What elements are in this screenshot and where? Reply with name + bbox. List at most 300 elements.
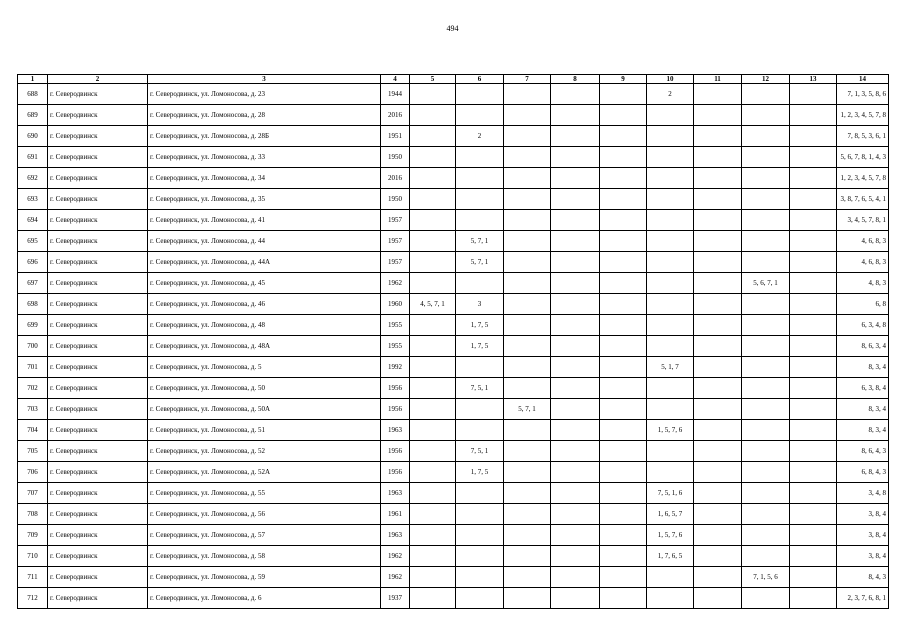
table-cell-col-4: 1955 bbox=[381, 315, 410, 336]
table-cell-col-5 bbox=[410, 168, 456, 189]
table-cell-col-14: 3, 8, 4 bbox=[837, 504, 889, 525]
table-cell-col-5 bbox=[410, 336, 456, 357]
table-cell-col-6 bbox=[456, 588, 504, 609]
table-cell-col-4: 2016 bbox=[381, 168, 410, 189]
table-cell-col-12 bbox=[742, 357, 790, 378]
table-cell-col-11 bbox=[694, 105, 742, 126]
table-cell-col-5 bbox=[410, 504, 456, 525]
table-row bbox=[18, 420, 889, 441]
table-row bbox=[18, 483, 889, 504]
table-cell-col-9 bbox=[600, 147, 647, 168]
table-cell-col-4: 2016 bbox=[381, 105, 410, 126]
table-cell-col-3: г. Северодвинск, ул. Ломоносова, д. 56 bbox=[148, 504, 381, 525]
table-cell-col-12 bbox=[742, 210, 790, 231]
table-cell-col-14: 3, 8, 7, 6, 5, 4, 1 bbox=[837, 189, 889, 210]
table-cell-col-4: 1944 bbox=[381, 84, 410, 105]
table-cell-col-7 bbox=[504, 525, 551, 546]
table-cell-col-13 bbox=[790, 126, 837, 147]
table-cell-col-4: 1992 bbox=[381, 357, 410, 378]
table-cell-col-3: г. Северодвинск, ул. Ломоносова, д. 52 bbox=[148, 441, 381, 462]
table-cell-col-9 bbox=[600, 420, 647, 441]
table-cell-col-10 bbox=[647, 441, 694, 462]
table-cell-col-13 bbox=[790, 84, 837, 105]
table-cell-col-9 bbox=[600, 546, 647, 567]
table-cell-col-8 bbox=[551, 462, 600, 483]
table-cell-col-5 bbox=[410, 210, 456, 231]
table-cell-col-11 bbox=[694, 273, 742, 294]
table-cell-col-8 bbox=[551, 105, 600, 126]
table-cell-col-14: 4, 6, 8, 3 bbox=[837, 252, 889, 273]
table-cell-col-11 bbox=[694, 399, 742, 420]
table-cell-col-10: 1, 7, 6, 5 bbox=[647, 546, 694, 567]
table-cell-col-10 bbox=[647, 147, 694, 168]
table-cell-col-12 bbox=[742, 420, 790, 441]
table-cell-col-5 bbox=[410, 357, 456, 378]
table-cell-col-2: г. Северодвинск bbox=[48, 420, 148, 441]
table-cell-col-3: г. Северодвинск, ул. Ломоносова, д. 34 bbox=[148, 168, 381, 189]
table-cell-col-2: г. Северодвинск bbox=[48, 546, 148, 567]
table-cell-col-9 bbox=[600, 525, 647, 546]
table-cell-col-2: г. Северодвинск bbox=[48, 168, 148, 189]
table-cell-col-13 bbox=[790, 294, 837, 315]
table-cell-col-10: 1, 5, 7, 6 bbox=[647, 420, 694, 441]
table-cell-col-1: 688 bbox=[18, 84, 48, 105]
table-cell-col-5 bbox=[410, 273, 456, 294]
table-cell-col-5 bbox=[410, 420, 456, 441]
table-cell-col-11 bbox=[694, 189, 742, 210]
table-cell-col-6: 5, 7, 1 bbox=[456, 231, 504, 252]
column-header-5: 5 bbox=[410, 75, 456, 84]
table-cell-col-5: 4, 5, 7, 1 bbox=[410, 294, 456, 315]
table-cell-col-14: 6, 3, 4, 8 bbox=[837, 315, 889, 336]
table-cell-col-3: г. Северодвинск, ул. Ломоносова, д. 45 bbox=[148, 273, 381, 294]
table-cell-col-14: 6, 8, 4, 3 bbox=[837, 462, 889, 483]
table-cell-col-11 bbox=[694, 252, 742, 273]
table-cell-col-12 bbox=[742, 462, 790, 483]
table-row bbox=[18, 231, 889, 252]
table-cell-col-14: 8, 6, 3, 4 bbox=[837, 336, 889, 357]
table-cell-col-8 bbox=[551, 567, 600, 588]
table-cell-col-8 bbox=[551, 252, 600, 273]
table-cell-col-5 bbox=[410, 441, 456, 462]
table-cell-col-11 bbox=[694, 504, 742, 525]
table-cell-col-14: 3, 4, 8 bbox=[837, 483, 889, 504]
table-cell-col-12 bbox=[742, 399, 790, 420]
table-cell-col-1: 701 bbox=[18, 357, 48, 378]
table-cell-col-4: 1957 bbox=[381, 231, 410, 252]
table-cell-col-12 bbox=[742, 504, 790, 525]
table-cell-col-2: г. Северодвинск bbox=[48, 147, 148, 168]
table-cell-col-12 bbox=[742, 336, 790, 357]
table-cell-col-9 bbox=[600, 168, 647, 189]
column-header-7: 7 bbox=[504, 75, 551, 84]
table-cell-col-8 bbox=[551, 168, 600, 189]
table-cell-col-6 bbox=[456, 210, 504, 231]
table-cell-col-7 bbox=[504, 567, 551, 588]
table-cell-col-9 bbox=[600, 294, 647, 315]
table-cell-col-8 bbox=[551, 546, 600, 567]
table-cell-col-7 bbox=[504, 336, 551, 357]
table-cell-col-1: 708 bbox=[18, 504, 48, 525]
table-cell-col-8 bbox=[551, 273, 600, 294]
table-cell-col-10: 7, 5, 1, 6 bbox=[647, 483, 694, 504]
table-cell-col-11 bbox=[694, 567, 742, 588]
table-cell-col-7: 5, 7, 1 bbox=[504, 399, 551, 420]
table-cell-col-4: 1956 bbox=[381, 378, 410, 399]
table-cell-col-9 bbox=[600, 378, 647, 399]
table-cell-col-13 bbox=[790, 231, 837, 252]
table-cell-col-1: 704 bbox=[18, 420, 48, 441]
table-row bbox=[18, 147, 889, 168]
table-cell-col-13 bbox=[790, 483, 837, 504]
table-cell-col-6: 3 bbox=[456, 294, 504, 315]
table-cell-col-12 bbox=[742, 84, 790, 105]
table-cell-col-13 bbox=[790, 273, 837, 294]
table-cell-col-3: г. Северодвинск, ул. Ломоносова, д. 41 bbox=[148, 210, 381, 231]
table-cell-col-10 bbox=[647, 273, 694, 294]
table-cell-col-11 bbox=[694, 588, 742, 609]
table-cell-col-5 bbox=[410, 546, 456, 567]
table-cell-col-12 bbox=[742, 189, 790, 210]
table-cell-col-14: 4, 6, 8, 3 bbox=[837, 231, 889, 252]
table-cell-col-8 bbox=[551, 525, 600, 546]
table-cell-col-13 bbox=[790, 546, 837, 567]
table-cell-col-9 bbox=[600, 231, 647, 252]
table-cell-col-1: 706 bbox=[18, 462, 48, 483]
table-cell-col-13 bbox=[790, 588, 837, 609]
table-cell-col-3: г. Северодвинск, ул. Ломоносова, д. 28Б bbox=[148, 126, 381, 147]
table-cell-col-9 bbox=[600, 441, 647, 462]
table-cell-col-13 bbox=[790, 525, 837, 546]
table-cell-col-6: 7, 5, 1 bbox=[456, 378, 504, 399]
table-cell-col-4: 1937 bbox=[381, 588, 410, 609]
table-cell-col-13 bbox=[790, 147, 837, 168]
table-cell-col-2: г. Северодвинск bbox=[48, 105, 148, 126]
table-cell-col-4: 1955 bbox=[381, 336, 410, 357]
table-cell-col-2: г. Северодвинск bbox=[48, 462, 148, 483]
table-cell-col-1: 690 bbox=[18, 126, 48, 147]
table-cell-col-14: 5, 6, 7, 8, 1, 4, 3 bbox=[837, 147, 889, 168]
table-cell-col-7 bbox=[504, 420, 551, 441]
table-cell-col-7 bbox=[504, 126, 551, 147]
column-header-9: 9 bbox=[600, 75, 647, 84]
table-cell-col-8 bbox=[551, 126, 600, 147]
table-row bbox=[18, 252, 889, 273]
table-cell-col-14: 8, 3, 4 bbox=[837, 420, 889, 441]
table-cell-col-2: г. Северодвинск bbox=[48, 378, 148, 399]
table-cell-col-8 bbox=[551, 315, 600, 336]
table-cell-col-4: 1957 bbox=[381, 252, 410, 273]
table-cell-col-7 bbox=[504, 231, 551, 252]
table-cell-col-3: г. Северодвинск, ул. Ломоносова, д. 51 bbox=[148, 420, 381, 441]
table-cell-col-6: 1, 7, 5 bbox=[456, 462, 504, 483]
table-cell-col-2: г. Северодвинск bbox=[48, 252, 148, 273]
table-cell-col-8 bbox=[551, 336, 600, 357]
table-cell-col-4: 1961 bbox=[381, 504, 410, 525]
table-cell-col-7 bbox=[504, 483, 551, 504]
table-cell-col-1: 692 bbox=[18, 168, 48, 189]
table-cell-col-13 bbox=[790, 567, 837, 588]
table-cell-col-13 bbox=[790, 399, 837, 420]
table-cell-col-3: г. Северодвинск, ул. Ломоносова, д. 48 bbox=[148, 315, 381, 336]
table-cell-col-8 bbox=[551, 504, 600, 525]
table-cell-col-10 bbox=[647, 567, 694, 588]
table-cell-col-12 bbox=[742, 231, 790, 252]
page-number: 494 bbox=[446, 24, 459, 33]
table-cell-col-9 bbox=[600, 504, 647, 525]
table-cell-col-10: 1, 6, 5, 7 bbox=[647, 504, 694, 525]
table-cell-col-5 bbox=[410, 315, 456, 336]
table-cell-col-12 bbox=[742, 525, 790, 546]
table-cell-col-5 bbox=[410, 462, 456, 483]
table-cell-col-11 bbox=[694, 168, 742, 189]
table-cell-col-10 bbox=[647, 105, 694, 126]
table-cell-col-2: г. Северодвинск bbox=[48, 189, 148, 210]
table-cell-col-10 bbox=[647, 126, 694, 147]
table-cell-col-13 bbox=[790, 441, 837, 462]
table-cell-col-10 bbox=[647, 378, 694, 399]
table-cell-col-14: 2, 3, 7, 6, 8, 1 bbox=[837, 588, 889, 609]
table-cell-col-10 bbox=[647, 462, 694, 483]
table-cell-col-6: 5, 7, 1 bbox=[456, 252, 504, 273]
table-cell-col-7 bbox=[504, 504, 551, 525]
column-header-2: 2 bbox=[48, 75, 148, 84]
table-cell-col-14: 3, 8, 4 bbox=[837, 525, 889, 546]
table-cell-col-13 bbox=[790, 420, 837, 441]
table-cell-col-7 bbox=[504, 210, 551, 231]
table-cell-col-2: г. Северодвинск bbox=[48, 84, 148, 105]
table-cell-col-5 bbox=[410, 483, 456, 504]
table-cell-col-9 bbox=[600, 462, 647, 483]
table-cell-col-2: г. Северодвинск bbox=[48, 525, 148, 546]
table-cell-col-6: 1, 7, 5 bbox=[456, 336, 504, 357]
table-cell-col-8 bbox=[551, 378, 600, 399]
column-header-3: 3 bbox=[148, 75, 381, 84]
table-cell-col-1: 691 bbox=[18, 147, 48, 168]
table-cell-col-11 bbox=[694, 147, 742, 168]
table-cell-col-3: г. Северодвинск, ул. Ломоносова, д. 46 bbox=[148, 294, 381, 315]
column-header-10: 10 bbox=[647, 75, 694, 84]
table-cell-col-2: г. Северодвинск bbox=[48, 588, 148, 609]
table-row bbox=[18, 441, 889, 462]
table-cell-col-2: г. Северодвинск bbox=[48, 357, 148, 378]
table-cell-col-11 bbox=[694, 84, 742, 105]
column-header-4: 4 bbox=[381, 75, 410, 84]
table-cell-col-11 bbox=[694, 420, 742, 441]
table-cell-col-6 bbox=[456, 168, 504, 189]
table-cell-col-4: 1962 bbox=[381, 546, 410, 567]
table-cell-col-3: г. Северодвинск, ул. Ломоносова, д. 6 bbox=[148, 588, 381, 609]
table-cell-col-8 bbox=[551, 84, 600, 105]
column-header-12: 12 bbox=[742, 75, 790, 84]
table-cell-col-12 bbox=[742, 294, 790, 315]
table-cell-col-10 bbox=[647, 231, 694, 252]
table-cell-col-6 bbox=[456, 567, 504, 588]
table-cell-col-3: г. Северодвинск, ул. Ломоносова, д. 50А bbox=[148, 399, 381, 420]
table-cell-col-7 bbox=[504, 189, 551, 210]
table-cell-col-10 bbox=[647, 189, 694, 210]
table-cell-col-6 bbox=[456, 483, 504, 504]
table-cell-col-7 bbox=[504, 168, 551, 189]
table-cell-col-9 bbox=[600, 315, 647, 336]
table-cell-col-2: г. Северодвинск bbox=[48, 126, 148, 147]
table-cell-col-7 bbox=[504, 441, 551, 462]
table-cell-col-4: 1962 bbox=[381, 273, 410, 294]
table-cell-col-4: 1960 bbox=[381, 294, 410, 315]
table-cell-col-4: 1956 bbox=[381, 462, 410, 483]
table-cell-col-5 bbox=[410, 588, 456, 609]
table-cell-col-14: 1, 2, 3, 4, 5, 7, 8 bbox=[837, 168, 889, 189]
table-cell-col-1: 694 bbox=[18, 210, 48, 231]
table-cell-col-4: 1963 bbox=[381, 420, 410, 441]
table-cell-col-5 bbox=[410, 147, 456, 168]
table-cell-col-4: 1963 bbox=[381, 483, 410, 504]
table-cell-col-14: 3, 4, 5, 7, 8, 1 bbox=[837, 210, 889, 231]
table-cell-col-14: 8, 4, 3 bbox=[837, 567, 889, 588]
table-cell-col-10 bbox=[647, 399, 694, 420]
table-cell-col-10 bbox=[647, 168, 694, 189]
column-header-8: 8 bbox=[551, 75, 600, 84]
table-cell-col-12 bbox=[742, 252, 790, 273]
table-cell-col-3: г. Северодвинск, ул. Ломоносова, д. 52А bbox=[148, 462, 381, 483]
table-cell-col-6 bbox=[456, 105, 504, 126]
table-cell-col-7 bbox=[504, 147, 551, 168]
table-cell-col-11 bbox=[694, 462, 742, 483]
table-cell-col-8 bbox=[551, 210, 600, 231]
table-cell-col-14: 8, 3, 4 bbox=[837, 357, 889, 378]
table-cell-col-5 bbox=[410, 126, 456, 147]
table-cell-col-9 bbox=[600, 336, 647, 357]
table-cell-col-6 bbox=[456, 525, 504, 546]
column-header-13: 13 bbox=[790, 75, 837, 84]
table-row bbox=[18, 294, 889, 315]
table-cell-col-12 bbox=[742, 105, 790, 126]
table-cell-col-14: 8, 3, 4 bbox=[837, 399, 889, 420]
table-cell-col-10 bbox=[647, 252, 694, 273]
table-cell-col-6 bbox=[456, 147, 504, 168]
table-cell-col-8 bbox=[551, 483, 600, 504]
table-cell-col-12 bbox=[742, 483, 790, 504]
table-cell-col-4: 1951 bbox=[381, 126, 410, 147]
table-cell-col-4: 1956 bbox=[381, 399, 410, 420]
table-header-row bbox=[18, 75, 889, 84]
table-cell-col-9 bbox=[600, 357, 647, 378]
table-cell-col-5 bbox=[410, 105, 456, 126]
table-cell-col-12: 5, 6, 7, 1 bbox=[742, 273, 790, 294]
table-cell-col-2: г. Северодвинск bbox=[48, 231, 148, 252]
table-cell-col-8 bbox=[551, 294, 600, 315]
table-cell-col-6 bbox=[456, 357, 504, 378]
table-cell-col-11 bbox=[694, 336, 742, 357]
table-cell-col-14: 6, 3, 8, 4 bbox=[837, 378, 889, 399]
table-row bbox=[18, 126, 889, 147]
table-cell-col-13 bbox=[790, 315, 837, 336]
table-cell-col-8 bbox=[551, 147, 600, 168]
table-cell-col-9 bbox=[600, 567, 647, 588]
table-row bbox=[18, 462, 889, 483]
table-cell-col-7 bbox=[504, 588, 551, 609]
table-cell-col-6 bbox=[456, 420, 504, 441]
table-cell-col-14: 6, 8 bbox=[837, 294, 889, 315]
table-cell-col-3: г. Северодвинск, ул. Ломоносова, д. 44 bbox=[148, 231, 381, 252]
table-cell-col-3: г. Северодвинск, ул. Ломоносова, д. 59 bbox=[148, 567, 381, 588]
table-cell-col-1: 711 bbox=[18, 567, 48, 588]
table-cell-col-12: 7, 1, 5, 6 bbox=[742, 567, 790, 588]
table-cell-col-7 bbox=[504, 252, 551, 273]
table-row bbox=[18, 105, 889, 126]
table-cell-col-5 bbox=[410, 525, 456, 546]
table-cell-col-10 bbox=[647, 210, 694, 231]
table-cell-col-3: г. Северодвинск, ул. Ломоносова, д. 28 bbox=[148, 105, 381, 126]
table-cell-col-7 bbox=[504, 357, 551, 378]
table-cell-col-10 bbox=[647, 315, 694, 336]
table-cell-col-5 bbox=[410, 252, 456, 273]
table-cell-col-11 bbox=[694, 378, 742, 399]
column-header-14: 14 bbox=[837, 75, 889, 84]
table-cell-col-6 bbox=[456, 189, 504, 210]
table-row bbox=[18, 336, 889, 357]
table-cell-col-11 bbox=[694, 483, 742, 504]
column-header-6: 6 bbox=[456, 75, 504, 84]
table-cell-col-11 bbox=[694, 546, 742, 567]
table-cell-col-12 bbox=[742, 546, 790, 567]
table-cell-col-4: 1950 bbox=[381, 147, 410, 168]
table-cell-col-1: 697 bbox=[18, 273, 48, 294]
table-cell-col-2: г. Северодвинск bbox=[48, 399, 148, 420]
table-cell-col-3: г. Северодвинск, ул. Ломоносова, д. 58 bbox=[148, 546, 381, 567]
table-cell-col-13 bbox=[790, 378, 837, 399]
table-cell-col-9 bbox=[600, 588, 647, 609]
table-row bbox=[18, 588, 889, 609]
table-cell-col-8 bbox=[551, 441, 600, 462]
table-cell-col-14: 3, 8, 4 bbox=[837, 546, 889, 567]
column-header-1: 1 bbox=[18, 75, 48, 84]
table-cell-col-12 bbox=[742, 168, 790, 189]
table-cell-col-4: 1950 bbox=[381, 189, 410, 210]
table-cell-col-8 bbox=[551, 399, 600, 420]
table-row bbox=[18, 315, 889, 336]
table-cell-col-12 bbox=[742, 147, 790, 168]
table-cell-col-1: 710 bbox=[18, 546, 48, 567]
table-cell-col-7 bbox=[504, 294, 551, 315]
table-cell-col-8 bbox=[551, 357, 600, 378]
table-cell-col-7 bbox=[504, 546, 551, 567]
table-cell-col-7 bbox=[504, 378, 551, 399]
table-cell-col-8 bbox=[551, 420, 600, 441]
table-row bbox=[18, 84, 889, 105]
table-cell-col-7 bbox=[504, 315, 551, 336]
table-cell-col-13 bbox=[790, 189, 837, 210]
table-cell-col-2: г. Северодвинск bbox=[48, 483, 148, 504]
table-row bbox=[18, 189, 889, 210]
table-cell-col-2: г. Северодвинск bbox=[48, 273, 148, 294]
table-cell-col-3: г. Северодвинск, ул. Ломоносова, д. 57 bbox=[148, 525, 381, 546]
table-cell-col-1: 695 bbox=[18, 231, 48, 252]
table-cell-col-9 bbox=[600, 84, 647, 105]
table-cell-col-13 bbox=[790, 210, 837, 231]
table-cell-col-9 bbox=[600, 399, 647, 420]
table-cell-col-2: г. Северодвинск bbox=[48, 315, 148, 336]
table-cell-col-3: г. Северодвинск, ул. Ломоносова, д. 55 bbox=[148, 483, 381, 504]
table-row bbox=[18, 168, 889, 189]
table-cell-col-11 bbox=[694, 525, 742, 546]
table-cell-col-1: 689 bbox=[18, 105, 48, 126]
table-cell-col-1: 705 bbox=[18, 441, 48, 462]
table-cell-col-2: г. Северодвинск bbox=[48, 504, 148, 525]
table-cell-col-7 bbox=[504, 462, 551, 483]
table-cell-col-9 bbox=[600, 105, 647, 126]
table-cell-col-10: 1, 5, 7, 6 bbox=[647, 525, 694, 546]
